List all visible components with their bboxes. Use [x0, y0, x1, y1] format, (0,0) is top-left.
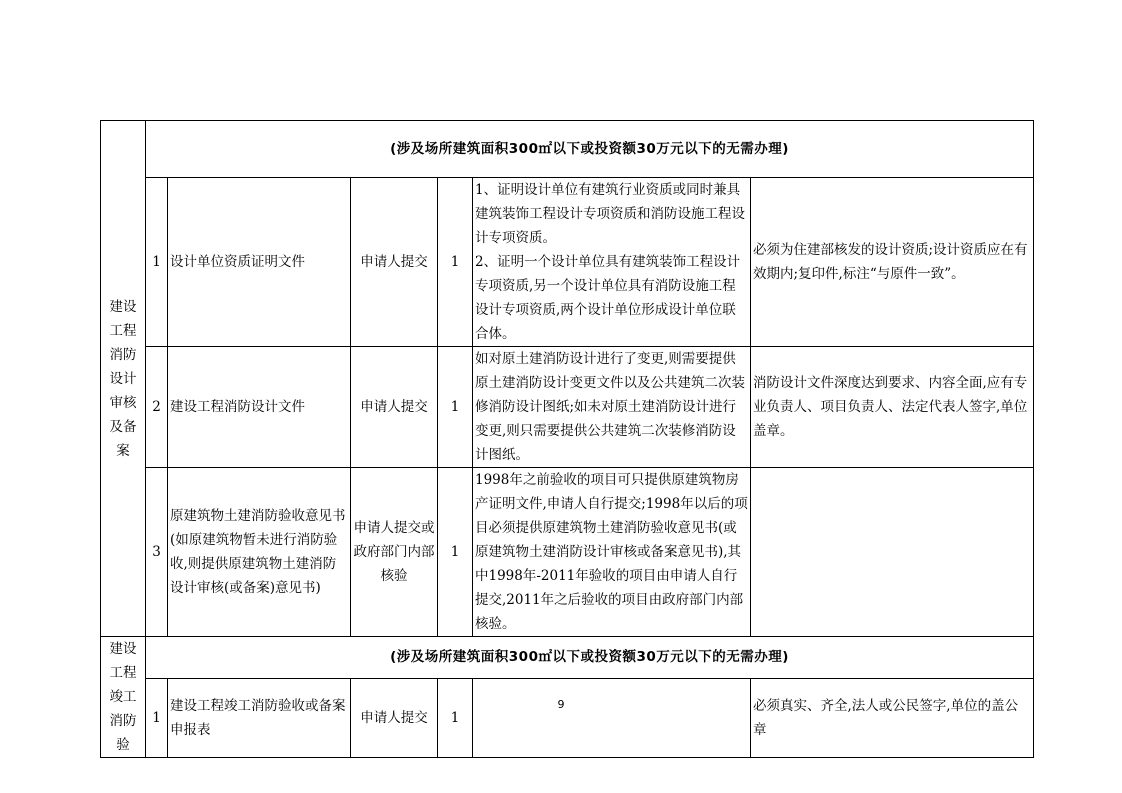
requirement-cell: 必须真实、齐全,法人或公民签字,单位的盖公章	[751, 678, 1034, 757]
material-name: 建设工程竣工消防验收或备案申报表	[168, 678, 351, 757]
material-name: 建设工程消防设计文件	[168, 347, 351, 468]
source-cell: 申请人提交或政府部门内部核验	[351, 468, 438, 637]
category-cell: 建设工程竣工消防验	[101, 637, 146, 758]
detail-cell: 1、证明设计单位有建筑行业资质或同时兼具建筑装饰工程设计专项资质和消防设施工程设计专项资质。 2、证明一个设计单位具有建筑装饰工程设计专项资质,另一个设计单位具有消防设施工程设计专项资质,两个设计单位形成设计单位联合体。	[473, 178, 751, 347]
category-cell: 建设工程消防设计审核及备案	[101, 121, 146, 637]
copies-cell: 1	[438, 468, 473, 637]
requirement-cell: 消防设计文件深度达到要求、内容全面,应有专业负责人、项目负责人、法定代表人签字,单位盖章。	[751, 347, 1034, 468]
row-number: 1	[146, 678, 168, 757]
requirement-cell: 必须为住建部核发的设计资质;设计资质应在有效期内;复印件,标注“与原件一致”。	[751, 178, 1034, 347]
copies-cell: 1	[438, 347, 473, 468]
table-row	[101, 468, 1034, 637]
detail-cell	[473, 678, 751, 757]
section-note-row	[101, 637, 1034, 679]
source-cell: 申请人提交	[351, 678, 438, 757]
copies-cell: 1	[438, 178, 473, 347]
page-number: 9	[557, 698, 565, 711]
section-note-row	[101, 121, 1034, 178]
material-name: 原建筑物土建消防验收意见书(如原建筑物暂未进行消防验收,则提供原建筑物土建消防设计审核(或备案)意见书)	[168, 468, 351, 637]
table-row	[101, 178, 1034, 347]
copies-cell: 1	[438, 678, 473, 757]
requirement-cell	[751, 468, 1034, 637]
row-number: 3	[146, 468, 168, 637]
row-number: 2	[146, 347, 168, 468]
section-note: (涉及场所建筑面积300㎡以下或投资额30万元以下的无需办理)	[146, 121, 1034, 178]
table-row	[101, 347, 1034, 468]
section-note: (涉及场所建筑面积300㎡以下或投资额30万元以下的无需办理)	[146, 637, 1034, 679]
materials-table	[100, 120, 1034, 758]
detail-cell: 如对原土建消防设计进行了变更,则需要提供原土建消防设计变更文件以及公共建筑二次装修消防设计图纸;如未对原土建消防设计进行变更,则只需要提供公共建筑二次装修消防设计图纸。	[473, 347, 751, 468]
table-row	[101, 678, 1034, 757]
source-cell: 申请人提交	[351, 178, 438, 347]
detail-cell: 1998年之前验收的项目可只提供原建筑物房产证明文件,申请人自行提交;1998年以后的项目必须提供原建筑物土建消防验收意见书(或原建筑物土建消防设计审核或备案意见书),其中1998年-2011年验收的项目由申请人自行提交,2011年之后验收的项目由政府部门内部核验。	[473, 468, 751, 637]
source-cell: 申请人提交	[351, 347, 438, 468]
row-number: 1	[146, 178, 168, 347]
material-name: 设计单位资质证明文件	[168, 178, 351, 347]
